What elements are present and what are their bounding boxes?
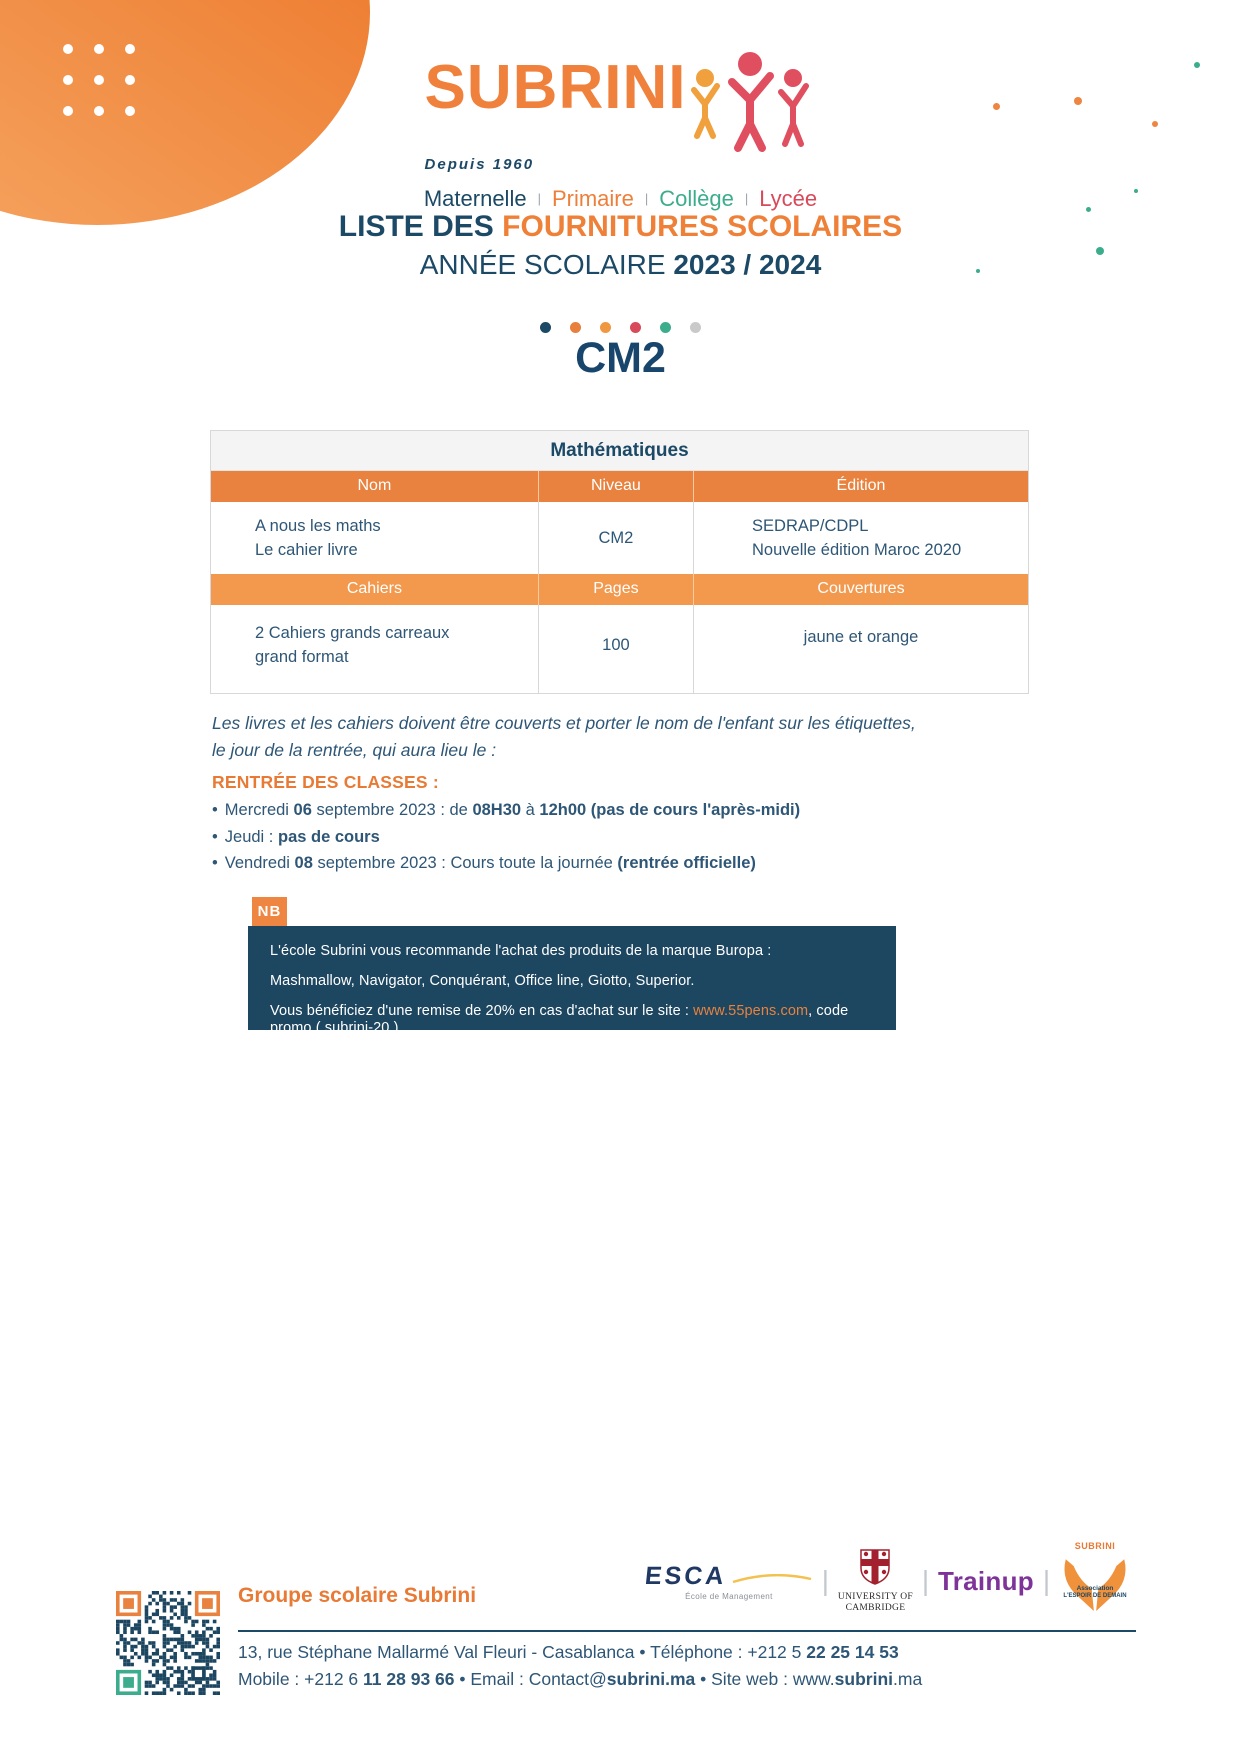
- rentree-item-text: Jeudi : pas de cours: [224, 827, 380, 846]
- dot: [125, 44, 135, 54]
- nb-line2: Mashmallow, Navigator, Conquérant, Office line, Giotto, Superior.: [270, 973, 695, 989]
- divider: |: [537, 191, 541, 206]
- edition-line2: Nouvelle édition Maroc 2020: [752, 541, 962, 559]
- rentree-item-jeudi: [212, 824, 800, 851]
- rentree-item-text: Mercredi 06 septembre 2023 : de 08H30 à 12h00 (pas de cours l'après-midi): [224, 801, 801, 819]
- esca-logo: [645, 1562, 813, 1601]
- divider: |: [644, 191, 649, 206]
- cell-notebook-name: [211, 605, 538, 693]
- footer-org-name: Groupe scolaire Subrini: [238, 1584, 477, 1607]
- family-figures-icon: [690, 52, 816, 156]
- cambridge-text: [838, 1592, 913, 1614]
- nb-notice-box: [248, 926, 896, 1036]
- color-dot: [660, 322, 671, 333]
- column-header-niveau: Niveau: [538, 471, 693, 502]
- nb-line3[interactable]: Vous bénéficiez d'une remise de 20% en cas d'achat sur le site : www.55pens.com, code promo ( subrini-20 ).: [270, 1003, 849, 1036]
- dot: [94, 44, 104, 54]
- divider: |: [821, 1565, 830, 1596]
- table-header-notebooks: [211, 574, 1028, 605]
- book-name-line1: A nous les maths: [255, 517, 381, 535]
- column-header-nom: Nom: [357, 477, 392, 494]
- bullet-icon: •: [212, 801, 218, 819]
- association-hands-icon: [1059, 1553, 1131, 1615]
- table-row-notebooks: [211, 605, 1028, 693]
- book-name-line2: Le cahier livre: [255, 541, 358, 559]
- nb-line1: L'école Subrini vous recommande l'achat des produits de la marque Buropa :: [270, 943, 772, 959]
- since-tagline: Depuis 1960: [424, 156, 535, 173]
- cambridge-line1: UNIVERSITY OF: [837, 1591, 913, 1602]
- esca-name: ESCA: [643, 1561, 728, 1590]
- color-dot: [630, 322, 641, 333]
- covering-instructions: [212, 710, 916, 764]
- subtitle-year: 2023 / 2024: [673, 249, 822, 280]
- dot: [63, 44, 73, 54]
- divider: |: [921, 1565, 930, 1596]
- association-brand: SUBRINI: [1074, 1541, 1116, 1551]
- level-college: Collège: [659, 186, 734, 211]
- association-logo: [1059, 1541, 1131, 1621]
- rentree-list: [212, 797, 800, 877]
- notebook-line2: grand format: [255, 648, 349, 666]
- class-heading: CM2: [575, 334, 666, 382]
- footer-contact-line: Mobile : +212 6 11 28 93 66 • Email : Contact@subrini.ma • Site web : www.subrini.ma: [238, 1669, 923, 1689]
- edition-line1: SEDRAP/CDPL: [752, 517, 869, 535]
- title-part-dark: LISTE DES: [338, 210, 494, 243]
- rentree-item-text: Vendredi 08 septembre 2023 : Cours toute la journée (rentrée officielle): [224, 854, 756, 872]
- rentree-item-mercredi: [212, 797, 800, 824]
- association-line2: L'ESPOIR DE DEMAIN: [1063, 1593, 1127, 1599]
- document-title: [0, 210, 1241, 244]
- footer-address-line: 13, rue Stéphane Mallarmé Val Fleuri - Casablanca • Téléphone : +212 5 22 25 14 53: [238, 1642, 899, 1662]
- cell-book-name: [211, 502, 538, 574]
- school-logo-text: SUBRINI: [424, 53, 687, 122]
- color-dot: [690, 322, 701, 333]
- cell-notebook-pages: 100: [538, 605, 693, 693]
- rentree-heading: RENTRÉE DES CLASSES :: [212, 772, 439, 792]
- color-dot: [570, 322, 581, 333]
- table-row-book: [211, 502, 1028, 574]
- column-header-pages: Pages: [538, 574, 693, 605]
- esca-swoosh-icon: [731, 1574, 813, 1584]
- column-header-cahiers: Cahiers: [346, 580, 402, 597]
- column-header-edition: Édition: [693, 471, 1028, 502]
- level-lycee: Lycée: [759, 186, 818, 211]
- cambridge-logo: [838, 1549, 913, 1614]
- color-dot: [600, 322, 611, 333]
- bullet-icon: •: [212, 827, 218, 846]
- title-part-orange: FOURNITURES SCOLAIRES: [502, 210, 903, 243]
- divider: |: [744, 191, 749, 206]
- school-year-subtitle: [0, 249, 1241, 281]
- esca-subtitle: École de Management: [685, 1591, 773, 1601]
- trainup-logo: Trainup: [937, 1565, 1034, 1596]
- subtitle-label: ANNÉE SCOLAIRE: [419, 249, 666, 280]
- table-header-books: [211, 471, 1028, 502]
- table-section-title: Mathématiques: [211, 431, 1028, 471]
- rentree-item-vendredi: [212, 850, 800, 877]
- color-dot: [540, 322, 551, 333]
- brand-header: [0, 53, 1241, 212]
- instructions-line2: le jour de la rentrée, qui aura lieu le :: [212, 740, 497, 760]
- bullet-icon: •: [212, 854, 218, 872]
- notebook-line1: 2 Cahiers grands carreaux: [255, 624, 450, 642]
- level-primaire: Primaire: [551, 186, 634, 211]
- school-levels: [0, 186, 1241, 212]
- association-line1: Association: [1076, 1585, 1114, 1592]
- cell-notebook-covers: jaune et orange: [693, 605, 1028, 693]
- supplies-table: [210, 430, 1029, 694]
- qr-code: [116, 1591, 220, 1695]
- cambridge-shield-icon: [860, 1549, 890, 1585]
- divider: |: [1042, 1565, 1051, 1596]
- cambridge-line2: CAMBRIDGE: [845, 1602, 906, 1613]
- instructions-line1: Les livres et les cahiers doivent être couverts et porter le nom de l'enfant sur les étiquettes,: [212, 713, 916, 733]
- cell-book-edition: [693, 502, 1028, 574]
- cell-book-level: CM2: [538, 502, 693, 574]
- nb-tab: NB: [252, 897, 287, 926]
- title-dots: [0, 322, 1241, 333]
- footer-divider-line: [238, 1630, 1136, 1632]
- level-maternelle: Maternelle: [423, 186, 527, 211]
- partner-logos: [645, 1538, 1131, 1624]
- column-header-couvertures: Couvertures: [693, 574, 1028, 605]
